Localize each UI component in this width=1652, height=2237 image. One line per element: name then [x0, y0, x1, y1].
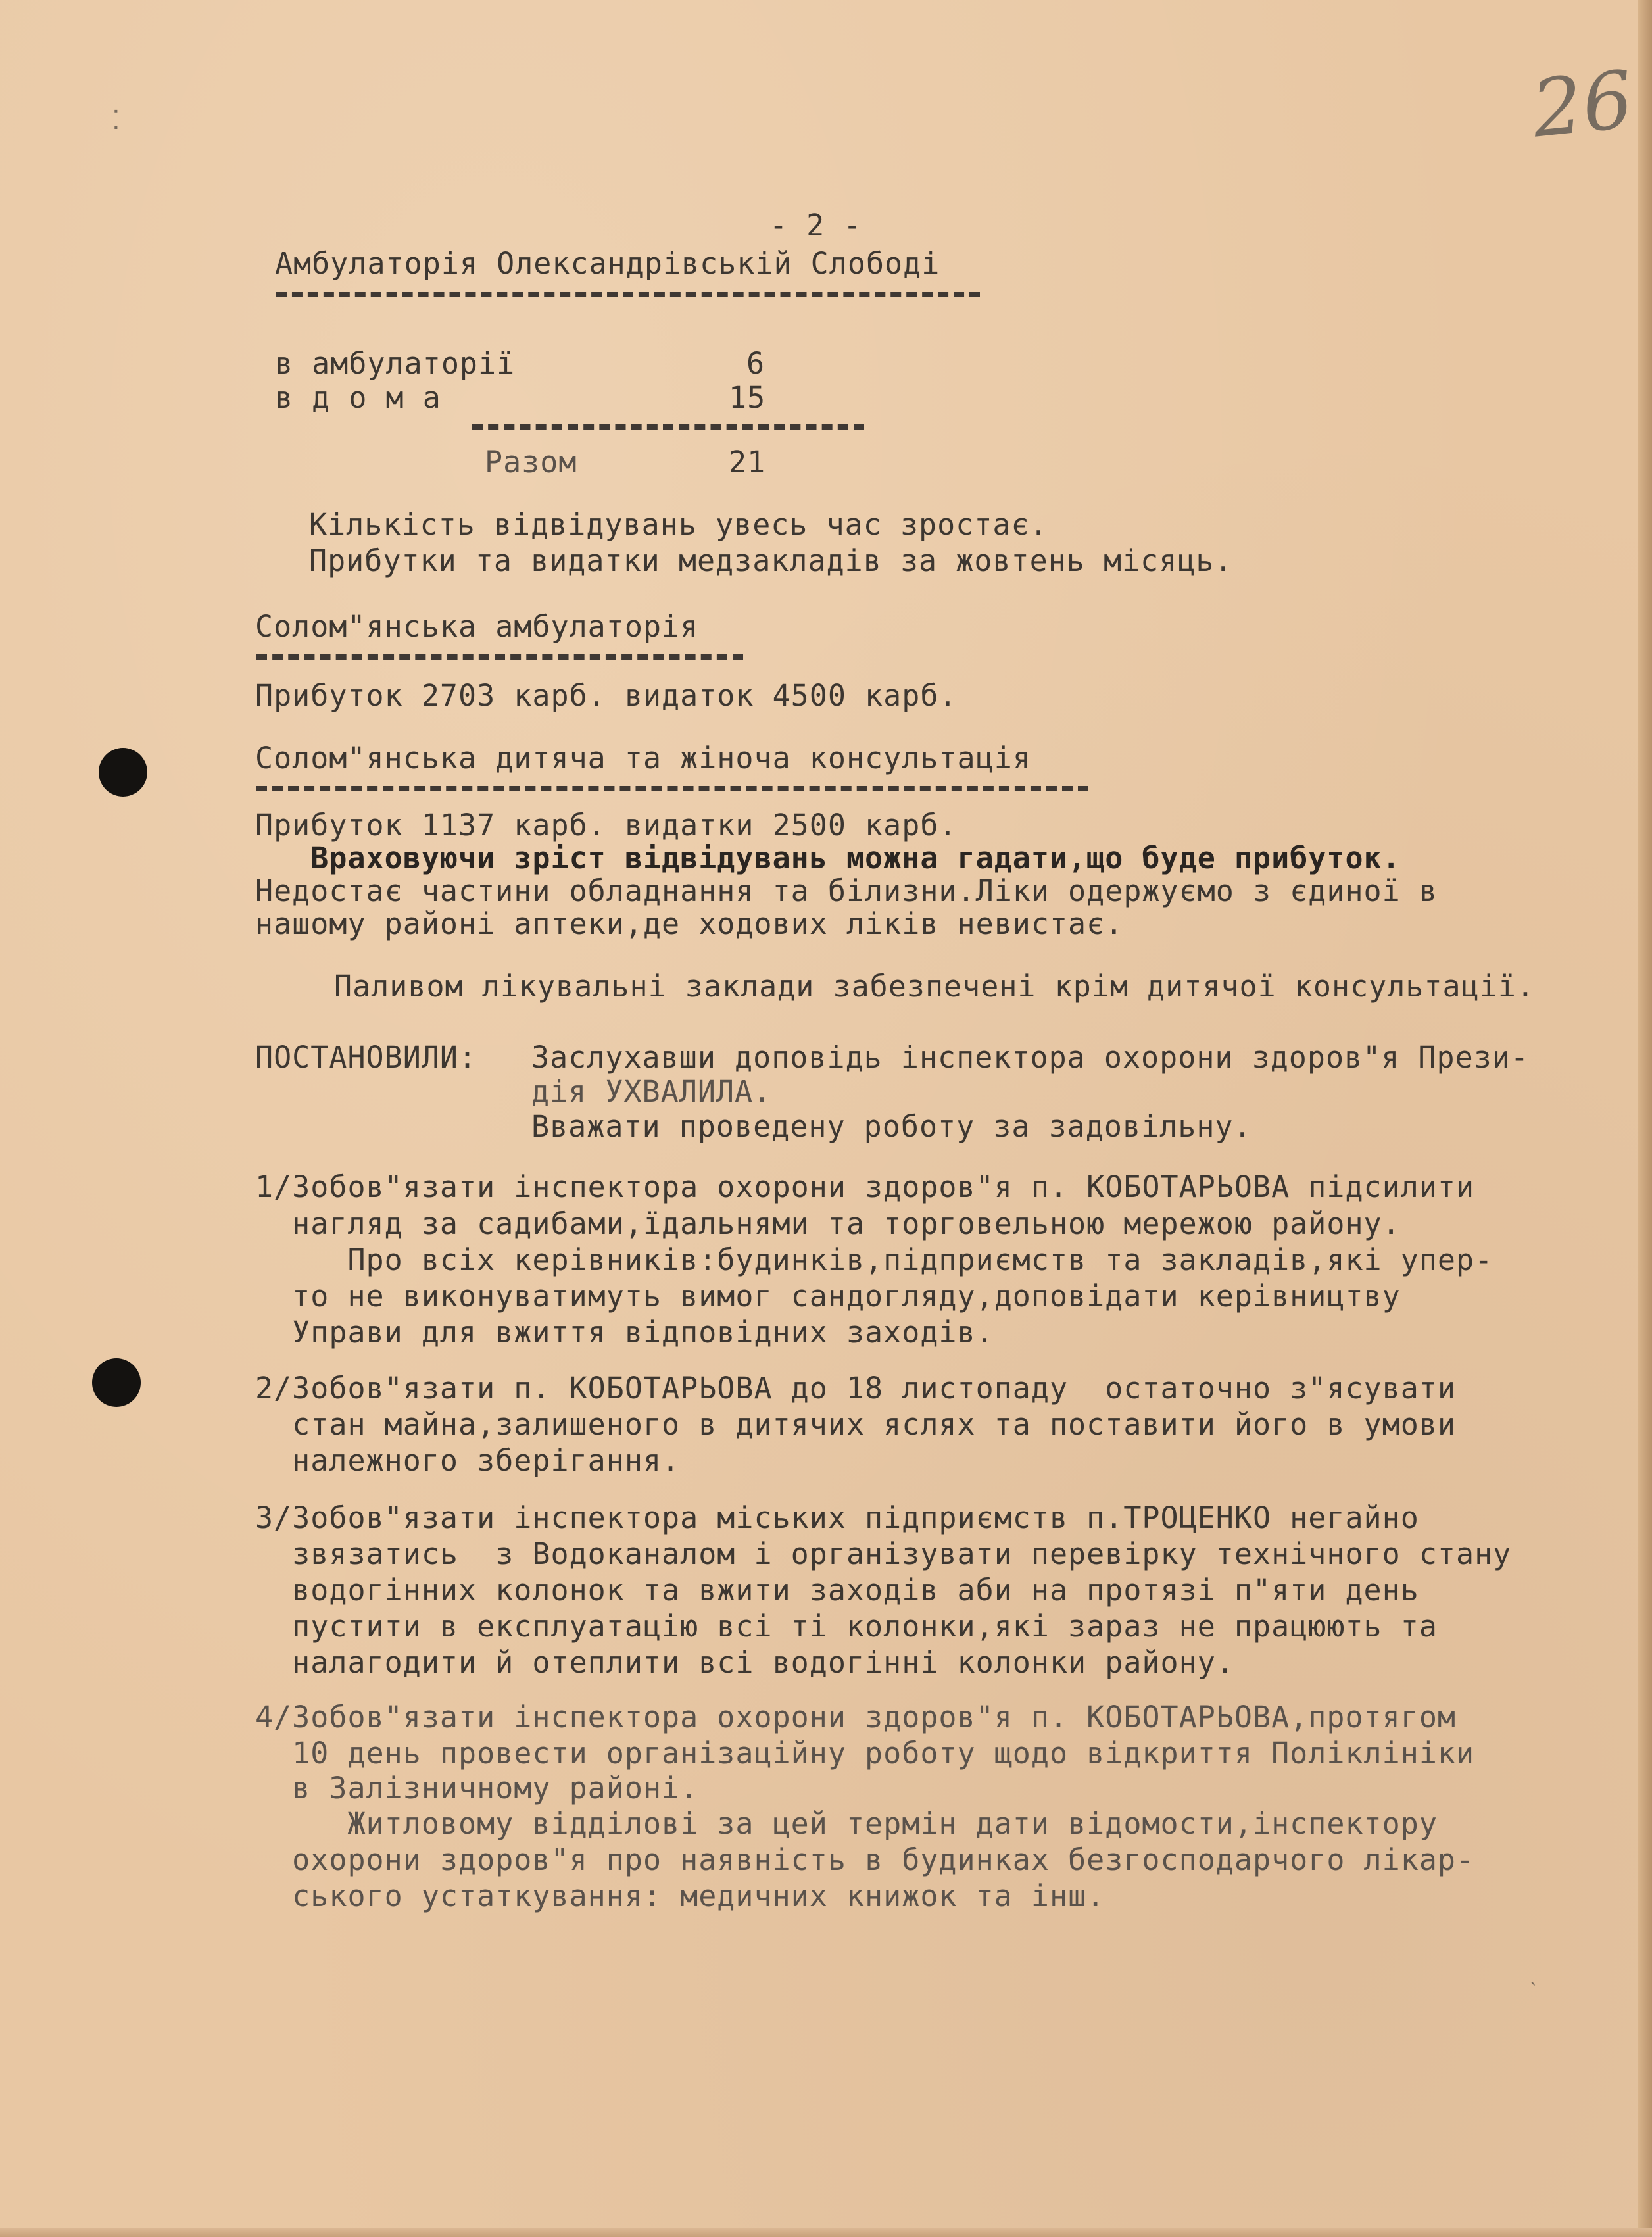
page-number: - 2 - — [769, 208, 862, 243]
resolution-item-4: охорони здоров"я про наявність в будинках безгосподарчого лікар- — [255, 1842, 1475, 1877]
resolution-item-1: 1/Зобов"язати інспектора охорони здоров"я п. КОБОТАРЬОВА підсилити — [255, 1169, 1475, 1204]
resolution-item-3: звязатись з Водоканалом і організувати перевірку технічного стану — [255, 1536, 1512, 1571]
resolution-item-3: водогінних колонок та вжити заходів аби на протязі п"яти день — [255, 1573, 1419, 1608]
row-value: 6 — [746, 346, 765, 381]
page-edge-bottom — [0, 2228, 1652, 2237]
resolution-item-1: нагляд за садибами,їдальнями та торговельною мережою району. — [255, 1206, 1401, 1241]
punch-hole-lower — [92, 1358, 141, 1407]
resolution-item-3: пустити в експлуатацію всі ті колонки,які зараз не працюють та — [255, 1609, 1438, 1644]
resolution-item-2: стан майна,залишеного в дитячих яслях та поставити його в умови — [255, 1407, 1456, 1442]
consultation-line: Враховуючи зріст відвідувань можна гадати,що буде прибуток. — [255, 841, 1401, 875]
margin-tick: ` — [1529, 1980, 1539, 2003]
resolution-item-4: ського устаткування: медичних книжок та інш. — [255, 1879, 1105, 1913]
resolution-item-3: налагодити й отеплити всі водогінні колонки району. — [255, 1645, 1234, 1680]
consultation-line: Прибуток 1137 карб. видатки 2500 карб. — [255, 808, 958, 843]
resolution-item-1: то не виконуватимуть вимог сандогляду,доповідати керівництву — [255, 1279, 1401, 1314]
resolution-line: Заслухавши доповідь інспектора охорони здоров"я Прези- — [531, 1040, 1529, 1075]
row-label: в амбулаторії — [275, 346, 516, 381]
title-underline — [256, 786, 1088, 791]
page-edge-right — [1638, 0, 1652, 2237]
intro-line: Прибутки та видатки медзакладів за жовтень місяць. — [309, 543, 1233, 578]
row-label: в д о м а — [275, 380, 441, 415]
resolution-item-2: належного зберігання. — [255, 1443, 681, 1478]
resolution-item-4: 4/Зобов"язати інспектора охорони здоров"я п. КОБОТАРЬОВА,протягом — [255, 1700, 1456, 1734]
consultation-line: нашому районі аптеки,де ходових ліків невистає. — [255, 906, 1124, 941]
total-rule — [472, 424, 864, 430]
section-title-solomyanska-ambulatoriya: Солом"янська амбулаторія — [255, 609, 699, 644]
resolution-item-3: 3/Зобов"язати інспектора міських підприємств п.ТРОЦЕНКО негайно — [255, 1500, 1419, 1535]
intro-line: Кількість відвідувань увесь час зростає. — [309, 507, 1048, 542]
resolution-item-1: Управи для вжиття відповідних заходів. — [255, 1315, 994, 1350]
resolution-item-4: 10 день провести організаційну роботу щодо відкриття Поліклініки — [255, 1736, 1475, 1771]
total-value: 21 — [729, 445, 766, 479]
title-underline — [276, 292, 980, 297]
archive-page-number: 26 — [1528, 54, 1638, 156]
section-title-aleksandrivska: Амбулаторія Олександрівській Слободі — [275, 246, 940, 281]
punch-hole-upper — [99, 748, 147, 797]
title-underline — [256, 654, 743, 660]
resolution-heading: ПОСТАНОВИЛИ: — [255, 1040, 477, 1075]
section-title-solomyanska-konsultatsiya: Солом"янська дитяча та жіноча консультація — [255, 741, 1031, 775]
resolution-item-1: Про всіх керівників:будинків,підприємств та закладів,які упер- — [255, 1242, 1494, 1277]
resolution-line: дія УХВАЛИЛА. — [531, 1074, 772, 1109]
margin-mark: ⁚ — [112, 105, 120, 135]
row-value: 15 — [729, 380, 766, 415]
resolution-line: Вважати проведену роботу за задовільну. — [531, 1109, 1252, 1144]
fuel-line: Паливом лікувальні заклади забезпечені крім дитячої консультації. — [334, 969, 1535, 1004]
resolution-item-4: Житловому відділові за цей термін дати відомости,інспектору — [255, 1806, 1438, 1841]
resolution-item-4: в Залізничному районі. — [255, 1771, 699, 1806]
income-expense-line: Прибуток 2703 карб. видаток 4500 карб. — [255, 678, 958, 713]
total-label: Разом — [485, 445, 577, 479]
consultation-line: Недостає частини обладнання та білизни.Ліки одержуємо з єдиної в — [255, 873, 1438, 908]
resolution-item-2: 2/Зобов"язати п. КОБОТАРЬОВА до 18 листопаду остаточно з"ясувати — [255, 1371, 1456, 1406]
